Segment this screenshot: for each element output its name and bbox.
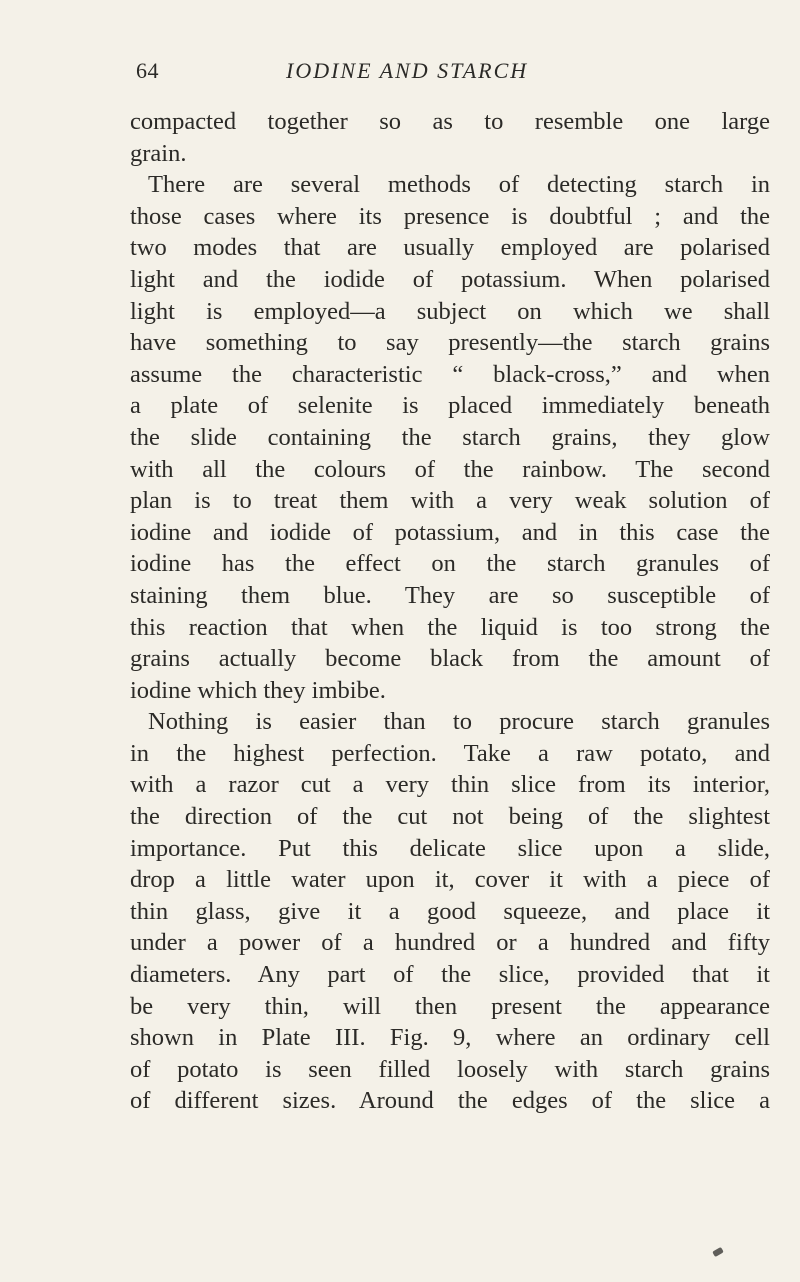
text-line: light and the iodide of potassium. When polarised (130, 265, 770, 293)
text-line: of different sizes. Around the edges of the slice a (130, 1087, 770, 1115)
text-line: compacted together so as to resemble one large (130, 108, 770, 135)
text-line: in the highest perfection. Take a raw potato, and (130, 739, 770, 767)
text-line: have something to say presently—the starch grains (130, 329, 770, 357)
text-line: those cases where its presence is doubtful ; and the (130, 202, 770, 230)
text-line: shown in Plate III. Fig. 9, where an ordinary cell (130, 1024, 770, 1052)
text-line: grain. (130, 139, 187, 167)
text-line: grains actually become black from the amount of (130, 645, 770, 673)
text-line: iodine which they imbibe. (130, 676, 386, 704)
page-number: 64 (136, 58, 159, 83)
running-head (136, 58, 768, 88)
text-line: plan is to treat them with a very weak solution of (130, 487, 770, 515)
ink-smudge (712, 1247, 724, 1257)
body-text (130, 106, 770, 1117)
text-line: the slide containing the starch grains, they glow (130, 423, 770, 451)
text-line: Nothing is easier than to procure starch granules (148, 708, 770, 736)
running-title: IODINE AND STARCH (286, 58, 529, 83)
text-line: There are several methods of detecting starch in (148, 171, 770, 199)
text-line: iodine and iodide of potassium, and in this case the (130, 518, 770, 546)
text-line: iodine has the effect on the starch granules of (130, 550, 770, 578)
text-line: of potato is seen filled loosely with starch grains (130, 1055, 770, 1083)
text-line: two modes that are usually employed are polarised (130, 234, 770, 262)
text-line: thin glass, give it a good squeeze, and place it (130, 897, 770, 925)
text-line: with a razor cut a very thin slice from its interior, (130, 771, 770, 799)
text-line: light is employed—a subject on which we shall (130, 297, 770, 325)
text-line: this reaction that when the liquid is too strong the (130, 613, 770, 641)
text-line: be very thin, will then present the appearance (130, 992, 770, 1020)
text-line: under a power of a hundred or a hundred and fifty (130, 929, 770, 957)
text-line: staining them blue. They are so susceptible of (130, 581, 770, 609)
text-line: a plate of selenite is placed immediately beneath (130, 392, 770, 420)
text-line: drop a little water upon it, cover it with a piece of (130, 866, 770, 894)
text-line: assume the characteristic “ black-cross,” and when (130, 360, 770, 388)
text-line: diameters. Any part of the slice, provided that it (130, 961, 770, 989)
text-line: importance. Put this delicate slice upon a slide, (130, 834, 770, 862)
text-line: with all the colours of the rainbow. The second (130, 455, 770, 483)
text-line: the direction of the cut not being of the slightest (130, 803, 770, 831)
